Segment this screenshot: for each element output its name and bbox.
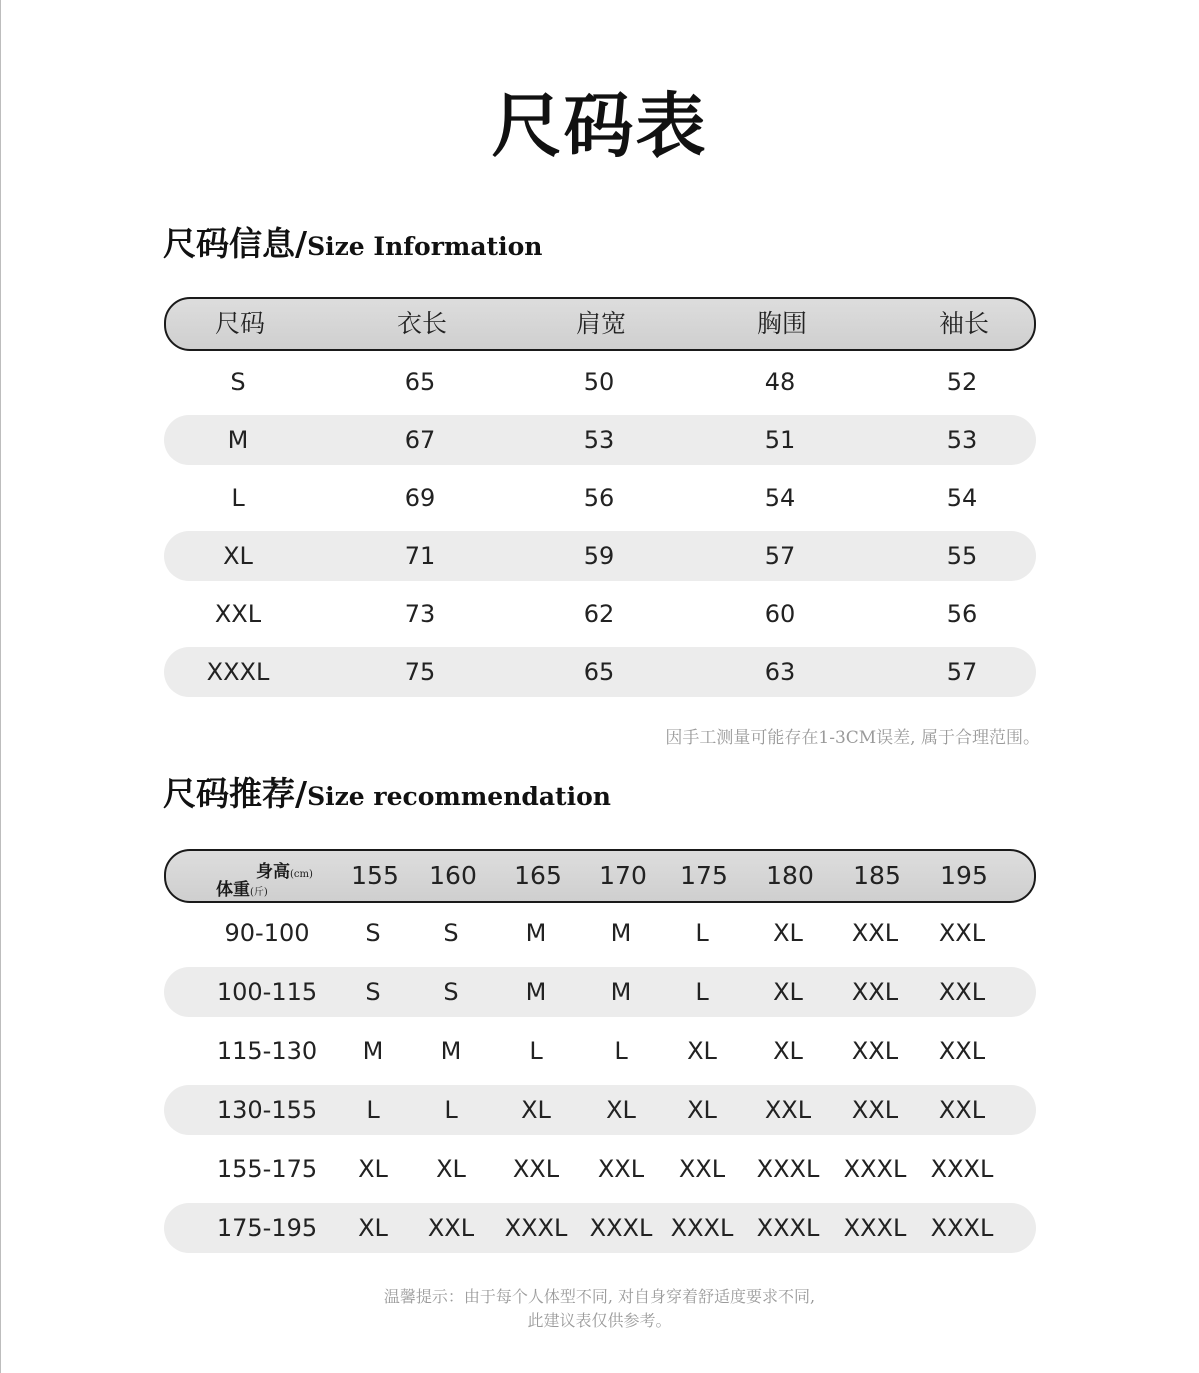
cell-recommended-size: XXXL [756, 1155, 820, 1183]
tip-line-2: 此建议表仅供参考。 [527, 1311, 672, 1330]
cell-recommended-size: XXXL [504, 1214, 568, 1242]
table-row [164, 908, 1036, 958]
size-rec-heading-en: Size recommendation [307, 782, 611, 811]
cell-chest: 48 [764, 368, 796, 396]
cell-sleeve: 56 [946, 600, 978, 628]
cell-recommended-size: XXL [851, 978, 899, 1006]
cell-recommended-size: S [443, 919, 459, 947]
cell-recommended-size: XXL [938, 1037, 986, 1065]
height-header-cell: 195 [940, 861, 988, 890]
table-row [164, 1026, 1036, 1076]
col-header-shoulder: 肩宽 [575, 309, 627, 338]
cell-recommended-size: XXXL [843, 1155, 907, 1183]
cell-size: S [230, 368, 246, 396]
col-header-length: 衣长 [396, 309, 448, 338]
cell-recommended-size: XL [773, 1037, 803, 1065]
cell-shoulder: 53 [583, 426, 615, 454]
cell-recommended-size: XL [521, 1096, 551, 1124]
cell-recommended-size: L [695, 978, 709, 1006]
cell-recommended-size: XXL [851, 919, 899, 947]
cell-recommended-size: XXXL [930, 1214, 994, 1242]
cell-recommended-size: XXL [851, 1096, 899, 1124]
table-row [164, 1203, 1036, 1253]
cell-shoulder: 50 [583, 368, 615, 396]
size-info-heading-zh: 尺码信息 [163, 224, 295, 263]
cell-length: 73 [404, 600, 436, 628]
cell-recommended-size: L [366, 1096, 380, 1124]
height-header-cell: 165 [514, 861, 562, 890]
size-rec-heading-zh: 尺码推荐 [163, 774, 295, 813]
cell-size: XXXL [206, 658, 270, 686]
cell-recommended-size: L [695, 919, 709, 947]
cell-recommended-size: XXXL [589, 1214, 653, 1242]
col-header-sleeve: 袖长 [938, 309, 990, 338]
page-border [0, 0, 1, 1373]
cell-chest: 60 [764, 600, 796, 628]
cell-recommended-size: XXXL [843, 1214, 907, 1242]
cell-recommended-size: S [365, 978, 381, 1006]
size-rec-heading: 尺码推荐/Size recommendation [163, 774, 611, 813]
height-header-cell: 185 [853, 861, 901, 890]
size-info-header [164, 297, 1036, 351]
table-row [164, 415, 1036, 465]
cell-size: XL [223, 542, 253, 570]
cell-recommended-size: XXL [851, 1037, 899, 1065]
cell-recommended-size: M [362, 1037, 384, 1065]
col-header-size: 尺码 [214, 309, 266, 338]
measurement-note: 因手工测量可能存在1-3CM误差, 属于合理范围。 [665, 728, 1040, 748]
cell-recommended-size: M [610, 978, 632, 1006]
cell-length: 67 [404, 426, 436, 454]
cell-recommended-size: XXL [938, 919, 986, 947]
cell-chest: 63 [764, 658, 796, 686]
cell-size: M [227, 426, 249, 454]
cell-recommended-size: XXL [678, 1155, 726, 1183]
cell-recommended-size: M [610, 919, 632, 947]
table-row [164, 1144, 1036, 1194]
height-header-cell: 175 [680, 861, 728, 890]
cell-chest: 57 [764, 542, 796, 570]
table-row [164, 357, 1036, 407]
cell-recommended-size: S [443, 978, 459, 1006]
height-header-cell: 170 [599, 861, 647, 890]
cell-shoulder: 62 [583, 600, 615, 628]
table-row [164, 1085, 1036, 1135]
cell-recommended-size: XL [687, 1096, 717, 1124]
cell-weight-range: 175-195 [216, 1214, 318, 1242]
cell-chest: 54 [764, 484, 796, 512]
cell-recommended-size: XXL [938, 978, 986, 1006]
cell-recommended-size: XXXL [930, 1155, 994, 1183]
tip-line-1: 温馨提示：由于每个人体型不同, 对自身穿着舒适度要求不同, [383, 1287, 816, 1306]
cell-recommended-size: XL [358, 1214, 388, 1242]
cell-shoulder: 56 [583, 484, 615, 512]
cell-recommended-size: L [529, 1037, 543, 1065]
cell-recommended-size: XXXL [756, 1214, 820, 1242]
cell-recommended-size: M [525, 919, 547, 947]
height-header-cell: 155 [351, 861, 399, 890]
corner-height-label: 身高(cm) [256, 862, 313, 882]
cell-recommended-size: XXL [427, 1214, 475, 1242]
size-info-heading: 尺码信息/Size Information [163, 224, 543, 263]
size-rec-header [164, 849, 1036, 903]
cell-recommended-size: L [444, 1096, 458, 1124]
col-header-chest: 胸围 [756, 309, 808, 338]
cell-recommended-size: XXL [764, 1096, 812, 1124]
cell-weight-range: 115-130 [216, 1037, 318, 1065]
cell-recommended-size: M [440, 1037, 462, 1065]
cell-recommended-size: XL [687, 1037, 717, 1065]
cell-recommended-size: XXXL [670, 1214, 734, 1242]
table-row [164, 589, 1036, 639]
cell-recommended-size: XXL [597, 1155, 645, 1183]
height-header-cell: 160 [429, 861, 477, 890]
cell-length: 69 [404, 484, 436, 512]
cell-weight-range: 155-175 [216, 1155, 318, 1183]
size-info-heading-en: Size Information [307, 232, 543, 261]
cell-weight-range: 130-155 [216, 1096, 318, 1124]
page-title: 尺码表 [491, 84, 708, 167]
cell-recommended-size: XL [606, 1096, 636, 1124]
cell-recommended-size: M [525, 978, 547, 1006]
cell-recommended-size: XXL [938, 1096, 986, 1124]
cell-weight-range: 100-115 [216, 978, 318, 1006]
cell-length: 65 [404, 368, 436, 396]
height-header-cell: 180 [766, 861, 814, 890]
table-row [164, 531, 1036, 581]
cell-recommended-size: XXL [512, 1155, 560, 1183]
header-corner-cell [166, 851, 346, 901]
cell-recommended-size: XL [773, 978, 803, 1006]
cell-sleeve: 55 [946, 542, 978, 570]
cell-recommended-size: L [614, 1037, 628, 1065]
cell-sleeve: 52 [946, 368, 978, 396]
cell-shoulder: 65 [583, 658, 615, 686]
cell-sleeve: 54 [946, 484, 978, 512]
cell-sleeve: 57 [946, 658, 978, 686]
corner-weight-label: 体重(斤) [216, 880, 268, 900]
cell-size: L [231, 484, 245, 512]
cell-recommended-size: XL [358, 1155, 388, 1183]
cell-size: XXL [214, 600, 262, 628]
cell-recommended-size: XL [773, 919, 803, 947]
cell-recommended-size: S [365, 919, 381, 947]
cell-length: 75 [404, 658, 436, 686]
cell-sleeve: 53 [946, 426, 978, 454]
table-row [164, 473, 1036, 523]
cell-recommended-size: XL [436, 1155, 466, 1183]
table-row [164, 647, 1036, 697]
table-row [164, 967, 1036, 1017]
cell-shoulder: 59 [583, 542, 615, 570]
cell-chest: 51 [764, 426, 796, 454]
cell-weight-range: 90-100 [224, 919, 310, 947]
cell-length: 71 [404, 542, 436, 570]
